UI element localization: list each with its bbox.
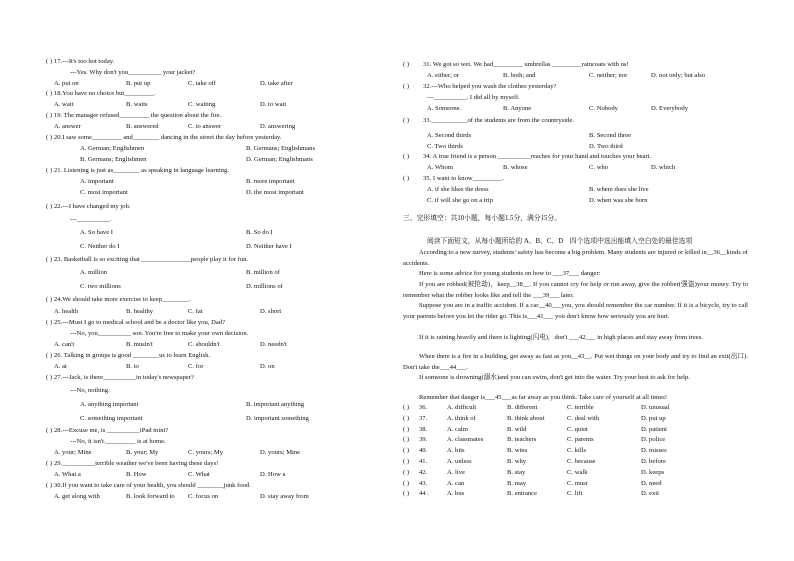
option-d: D. short — [260, 308, 282, 315]
option-d: D. patient — [641, 425, 668, 433]
option-d: D. How a — [260, 471, 286, 478]
options-row — [46, 178, 376, 186]
options-row — [46, 123, 376, 131]
question-bracket: ( ) — [46, 112, 53, 119]
options-row — [46, 401, 376, 409]
option: D. Two third — [589, 143, 623, 150]
question-bracket: ( ) — [403, 414, 410, 422]
option-a: A. unless — [447, 458, 472, 465]
answer-row-36 — [403, 404, 748, 412]
options-row — [403, 132, 748, 140]
answer-row-38 — [403, 426, 748, 434]
question-bracket: ( ) — [403, 447, 410, 455]
passage-paragraph: If it is raining heavily and there is lighting(闪电)，don't ___42___ in high places and stay away from trees. — [419, 334, 703, 341]
question-dialogue-line: ---No, it isn't._________ is at home. — [70, 438, 166, 445]
option-b: B. different — [507, 404, 538, 411]
option-a: A. difficult — [447, 404, 477, 411]
option: B. more important — [246, 178, 295, 185]
option: D. important something — [246, 415, 309, 422]
question-bracket: ( ) — [403, 404, 410, 411]
options-row — [46, 308, 376, 316]
question-bracket: ( ) — [403, 117, 410, 124]
cloze-instruction: 阅读下面短文，从每小题所给的 A、B、C、D 四个选项中选出能填入空白处的最佳选项 — [427, 238, 693, 245]
option-a: A. health — [54, 308, 79, 315]
option-a: A. Whom — [427, 164, 453, 171]
options-row — [46, 449, 376, 457]
options-row — [46, 229, 376, 237]
answer-row-37 — [403, 415, 748, 423]
option: D. the most important — [246, 189, 304, 196]
option-c: C. deal with — [567, 414, 600, 422]
option-c: C. for — [188, 363, 204, 370]
option: B. Germans; Englishmen — [80, 156, 147, 163]
answer-row-39 — [403, 436, 748, 444]
question-bracket: ( ) — [403, 468, 410, 476]
option: B. important anything — [246, 401, 305, 408]
option-d: D. take after — [260, 80, 293, 87]
options-row — [46, 363, 376, 371]
question-number: 36. — [419, 404, 428, 411]
question-stem: 33.___________of the students are from the countryside. — [423, 117, 574, 124]
option-c: C. parents — [567, 436, 594, 444]
question-stem: 21. Listening is just as________ as speaking in language learning. — [54, 167, 229, 174]
question-stem: 24.We should take more exercise to keep________. — [54, 296, 191, 303]
options-row — [46, 283, 376, 291]
question-bracket: ( ) — [46, 203, 53, 210]
option: D. millions of — [246, 283, 283, 290]
option-c: C. who — [589, 164, 609, 171]
option-a: A. can't — [54, 341, 75, 348]
question-bracket: ( ) — [403, 153, 410, 160]
option-d: D. put up — [641, 414, 666, 422]
question-number: 39. — [419, 436, 428, 444]
question-bracket: ( ) — [46, 352, 53, 359]
question-stem: 22.---I have changed my job. — [54, 203, 131, 210]
options-row — [403, 164, 748, 172]
option-c: C. waiting — [188, 101, 216, 108]
option-b: B. look forward to — [126, 493, 175, 500]
question-bracket: ( ) — [403, 458, 410, 465]
option-d: D. answering — [260, 123, 296, 130]
option-a: A. either; or — [427, 72, 460, 79]
option: C. most important — [80, 189, 128, 196]
option-b: B. wins — [507, 447, 528, 455]
question-bracket: ( ) — [403, 479, 410, 487]
question-bracket: ( ) — [403, 83, 410, 90]
option-b: B. How — [126, 471, 147, 478]
option: A. German; Englishmen — [80, 145, 145, 152]
option-c: C. quiet — [567, 425, 588, 433]
option: B. So do I — [246, 229, 273, 236]
option-d: D. keeps — [641, 468, 665, 476]
option: A. So have I — [80, 229, 113, 236]
question-number: 44 . — [419, 490, 429, 498]
passage-paragraph: Remember that danger is___45___as far away as you think. Take care of yourself at all times! — [419, 394, 668, 401]
question-stem: 29.__________terrible weather we've been having these days! — [54, 460, 219, 467]
option: D. German; Englishmans — [246, 156, 313, 163]
option-a: A. wait — [54, 101, 74, 108]
option-a: A. bus — [447, 490, 465, 498]
question-bracket: ( ) — [46, 58, 53, 65]
option-b: B. wild — [507, 425, 527, 433]
passage-paragraph: When there is a fire in a building, get away as fast as you__43__. Put wet things on your body and try to find an exit(出口). Don't take the___44___. — [403, 353, 748, 371]
options-row — [46, 243, 376, 251]
option-b: B. put up — [126, 80, 151, 87]
option-b: B. may — [507, 479, 527, 487]
option-a: A. can — [447, 479, 465, 487]
options-row — [403, 186, 748, 194]
option: B. Second three — [589, 132, 631, 139]
question-bracket: ( ) — [46, 296, 53, 303]
option-d: D. on — [260, 363, 275, 370]
question-bracket: ( ) — [46, 167, 53, 174]
answer-row-43 — [403, 480, 748, 488]
options-row — [46, 80, 376, 88]
option: D. Neither have I — [246, 243, 292, 250]
option-d: D. police — [641, 436, 666, 444]
question-stem: 34. A true friend is a person __________reaches for your hand and touches your heart. — [423, 153, 652, 160]
option-a: A. What a — [54, 471, 81, 478]
question-number: 43. — [419, 479, 428, 487]
option-c: C. because — [567, 458, 596, 465]
option: C. Neither do I — [80, 243, 120, 250]
options-row — [403, 197, 748, 205]
question-bracket: ( ) — [403, 175, 410, 182]
option-a: A. classmates — [447, 436, 484, 444]
section-heading: 三、完形填空：共10小题，每小题1.5分，满分15分。 — [403, 215, 562, 222]
options-row — [46, 471, 376, 479]
question-dialogue-line: ---No, you__________ son. You're free to make your own decision. — [70, 330, 249, 337]
option-b: B. Anyone — [503, 105, 532, 112]
option-d: D. unusual — [641, 404, 670, 411]
option: C. something important — [80, 415, 143, 422]
options-row — [46, 415, 376, 423]
question-bracket: ( ) — [403, 490, 410, 498]
question-dialogue-line: ---__________. — [70, 216, 112, 223]
options-row — [46, 101, 376, 109]
question-dialogue-line: ---__________. I did all by myself. — [427, 94, 520, 101]
option: A. Second thirds — [427, 132, 472, 139]
options-row — [46, 493, 376, 501]
question-dialogue-line: ---Yes. Why don't you__________ your jacket? — [70, 69, 196, 76]
option: C. two millions — [80, 283, 121, 290]
option-b: B. to — [126, 363, 139, 370]
question-bracket: ( ) — [403, 61, 410, 68]
question-bracket: ( ) — [46, 427, 53, 434]
question-stem: 19. The manager refused_________ the question about the fire. — [54, 112, 222, 119]
question-bracket: ( ) — [46, 482, 53, 489]
option-a: A. hits — [447, 447, 465, 455]
option: A. anything important — [80, 401, 139, 408]
option: A. important — [80, 178, 114, 185]
option-b: B. both; and — [503, 72, 536, 79]
option-b: B. teachers — [507, 436, 537, 444]
option: C. Two thirds — [427, 143, 463, 150]
option-c: C. must — [567, 479, 588, 487]
option-c: C. Nobody — [589, 105, 618, 112]
question-bracket: ( ) — [46, 374, 53, 381]
option-a: A. live — [447, 468, 465, 476]
question-number: 41. — [419, 458, 428, 465]
option-b: B. healthy — [126, 308, 154, 315]
option-d: D. needn't — [260, 341, 287, 348]
question-stem: 27.---Jack, is there__________in today's newspaper? — [54, 374, 194, 381]
option-d: D. need — [641, 479, 662, 487]
option-c: C. yours; My — [188, 449, 223, 456]
question-bracket: ( ) — [46, 90, 53, 97]
question-stem: 31. We got so wet. We had_________ umbrellas _________raincoats with us! — [423, 61, 629, 68]
option-d: D. misses — [641, 447, 667, 455]
question-dialogue-line: ---No, nothing. — [70, 387, 110, 394]
passage-paragraph: Here is some advice for young students on how to ___37___ danger: — [419, 270, 601, 277]
option-a: A. at — [54, 363, 67, 370]
option-d: D. exit — [641, 490, 659, 498]
option-b: B. your; My — [126, 449, 159, 456]
option: C. if will she go on a trip — [427, 197, 493, 204]
question-stem: 26. Talking in groups is good ________us to learn English. — [54, 352, 211, 359]
option-c: C. kills — [567, 447, 587, 455]
option-c: C. walk — [567, 468, 588, 476]
answer-row-41 — [403, 458, 748, 466]
question-number: 37. — [419, 414, 428, 422]
option: A. million — [80, 269, 108, 276]
option: B. Germans; Englishmans — [246, 145, 316, 152]
option-c: C. focus on — [188, 493, 219, 500]
option-a: A. think of — [447, 414, 476, 422]
option-c: C. fat — [188, 308, 203, 315]
answer-row-44 — [403, 490, 748, 498]
option-b: B. why — [507, 458, 527, 465]
option-d: D. Everybody — [651, 105, 688, 112]
option-c: C. shouldn't — [188, 341, 220, 348]
option-a: A. answer — [54, 123, 81, 130]
passage-paragraph: If someone is drowning(溺水)and you can swim, don't get into the water. Try your best to ask for help. — [419, 374, 690, 381]
passage-paragraph: According to a new survey, students' safety has become a big problem. Many students are injured or killed in__36__kinds of accidents. — [403, 249, 748, 267]
option: B. million of — [246, 269, 280, 276]
option-b: B. whose — [503, 164, 528, 171]
option-c: C. terrible — [567, 404, 594, 411]
answer-row-40 — [403, 447, 748, 455]
question-stem: 17.---It's too hot today. — [54, 58, 115, 65]
option: A. if she likes the dress — [427, 186, 489, 193]
question-number: 40. — [419, 447, 428, 455]
question-bracket: ( ) — [46, 319, 53, 326]
options-row — [403, 72, 748, 80]
question-bracket: ( ) — [46, 134, 53, 141]
options-row — [46, 269, 376, 277]
options-row — [46, 145, 376, 153]
option-c: C. take off — [188, 80, 216, 87]
option-b: B. stay — [507, 468, 526, 476]
options-row — [403, 143, 748, 151]
option-d: D. to wait — [260, 101, 287, 108]
options-row — [403, 105, 748, 113]
question-bracket: ( ) — [403, 436, 410, 444]
options-row — [46, 341, 376, 349]
option-b: B. answered — [126, 123, 159, 130]
option-d: D. which — [651, 164, 676, 171]
option-c: C. What — [188, 471, 210, 478]
option: B. where does she live — [589, 186, 649, 193]
question-stem: 20.I saw some_________ and________ dancing in the street the day before yesterday. — [54, 134, 282, 141]
option-a: A. get along with — [54, 493, 100, 500]
question-stem: 18.You have no choice but_________. — [54, 90, 156, 97]
question-number: 38. — [419, 425, 428, 433]
question-stem: 32.---Who helped you wash the clothes yesterday? — [423, 83, 557, 90]
option-c: C. lift — [567, 490, 583, 498]
option-b: B. think about — [507, 414, 545, 422]
passage-paragraph: Suppose you are in a traffic accident. If a car__40___you, you should remember the car number. If it is a bicycle, try to call your parents before you let the rider go. This is___41___ you don't know how seriously you are hurt. — [403, 302, 748, 320]
option-b: B. entrance — [507, 490, 538, 498]
question-stem: 30.If you want to take care of your health, you should ________junk food. — [54, 482, 251, 489]
option-d: D. yours; Mine — [260, 449, 301, 456]
option-a: A. Someone. — [427, 105, 462, 112]
option-b: B. waits — [126, 101, 148, 108]
question-bracket: ( ) — [46, 460, 53, 467]
question-stem: 25.---Must I go to medical school and be a doctor like you, Dad? — [54, 319, 226, 326]
question-stem: 28.---Excuse me, is __________iPad mini? — [54, 427, 169, 434]
option-c: C. to answer — [188, 123, 222, 130]
question-bracket: ( ) — [46, 256, 53, 263]
options-row — [46, 189, 376, 197]
question-stem: 23. Basketball is so exciting that _______________people play it for fun. — [54, 256, 249, 263]
answer-row-42 — [403, 469, 748, 477]
question-stem: 35. I want to know_________. — [423, 175, 504, 182]
options-row — [46, 156, 376, 164]
option-b: B. mustn't — [126, 341, 153, 348]
option-c: C. neither; nor — [589, 72, 628, 79]
option-d: D. stay away from — [260, 493, 309, 500]
option-a: A. calm — [447, 425, 468, 433]
option-a: A. your; Mine — [54, 449, 92, 456]
option-a: A. put on — [54, 80, 79, 87]
question-bracket: ( ) — [403, 425, 410, 433]
question-number: 42. — [419, 468, 428, 476]
option-d: D. before — [641, 458, 666, 465]
option-d: D. not only; but also — [651, 72, 706, 79]
passage-paragraph: If you are robbed(被抢劫)，keep__38__. If you cannot cry for help or run away, give the robber(强盗)your money. Try to remember what the robber looks like and tell the ___39___ later. — [403, 281, 748, 299]
option: D. when was she born — [589, 197, 648, 204]
